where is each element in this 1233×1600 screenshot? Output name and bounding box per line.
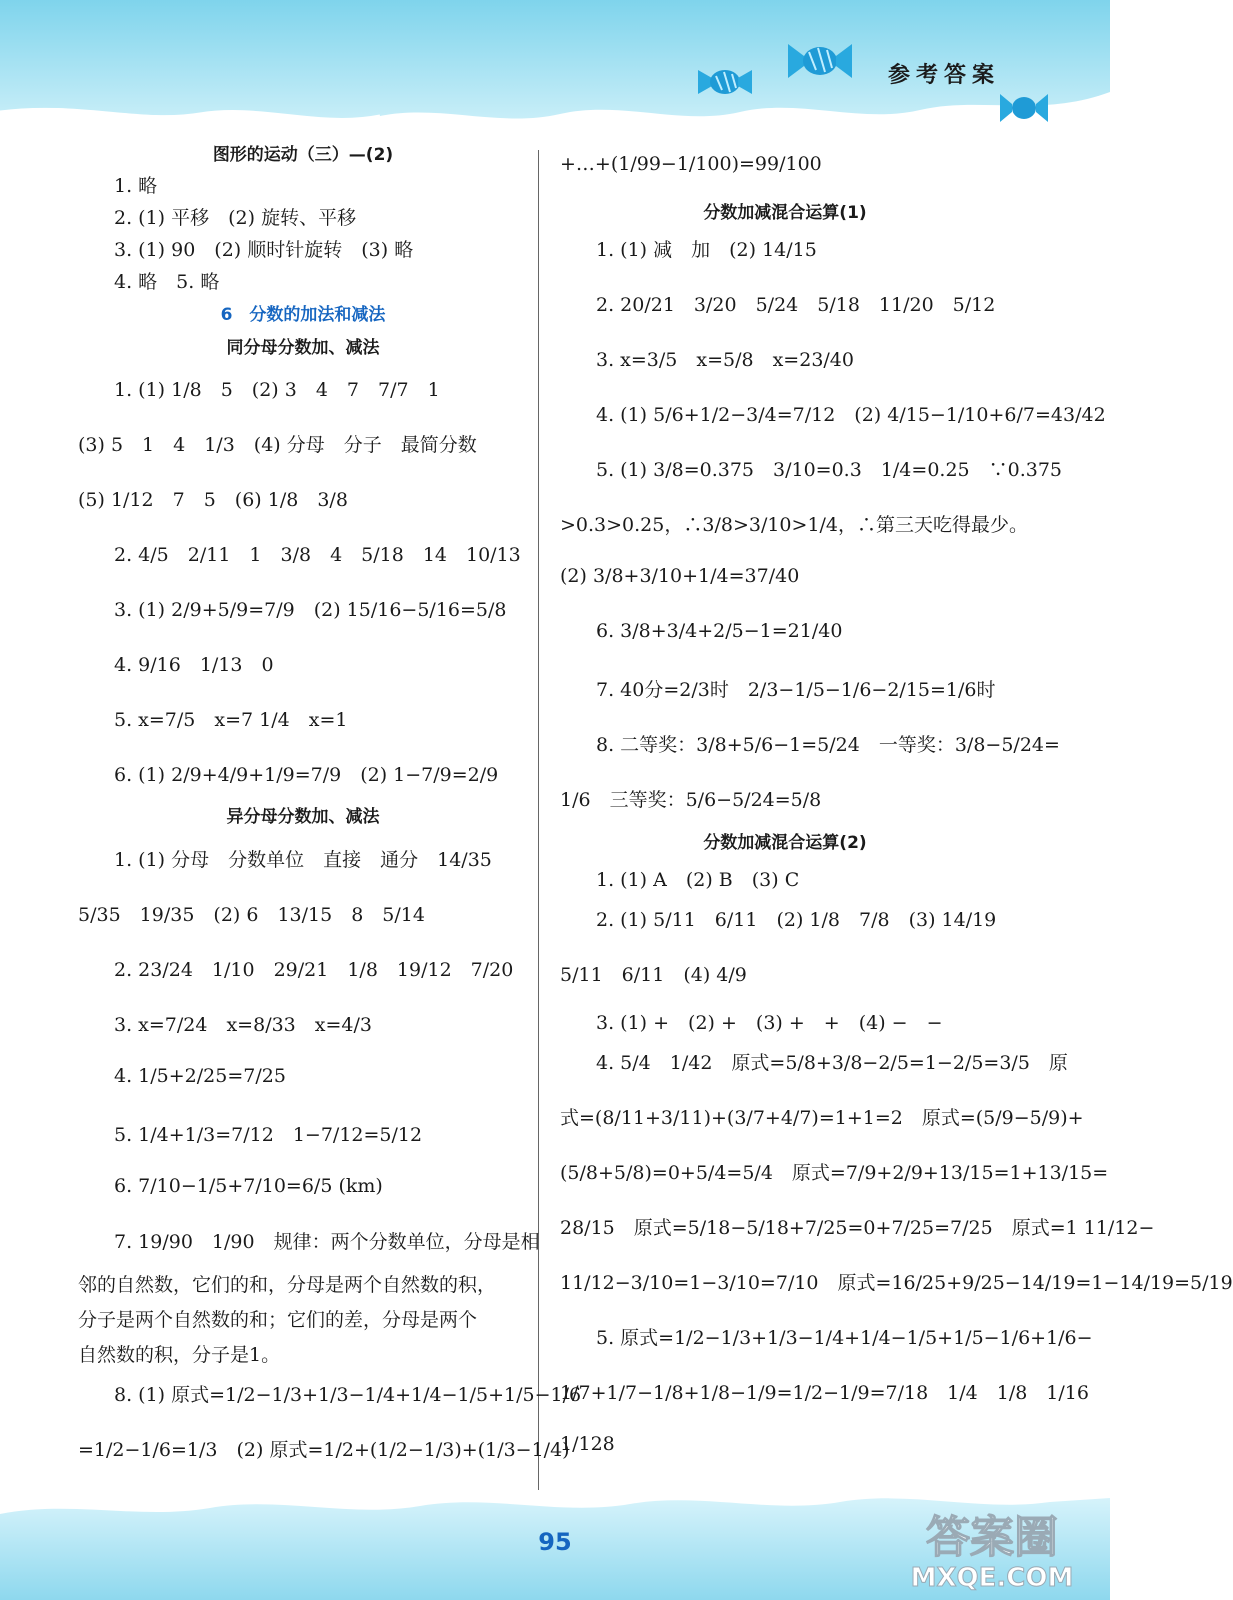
answer-line: 11/12−3/10=1−3/10=7/10 原式=16/25+9/25−14/19=1−14/19=5/19 bbox=[560, 1272, 1233, 1294]
answer-line: 1/128 bbox=[560, 1433, 615, 1455]
answer-line: 自然数的积，分子是1。 bbox=[78, 1344, 281, 1366]
answer-line: 3. (1) 2/9+5/9=7/9 (2) 15/16−5/16=5/8 bbox=[114, 599, 507, 621]
answer-line: 5/35 19/35 (2) 6 13/15 8 5/14 bbox=[78, 904, 425, 926]
svg-text:答案圈: 答案圈 bbox=[926, 1512, 1058, 1563]
answer-line: (3) 5 1 4 1/3 (4) 分母 分子 最简分数 bbox=[78, 434, 477, 456]
answer-line: 5. 原式=1/2−1/3+1/3−1/4+1/4−1/5+1/5−1/6+1/6− bbox=[596, 1327, 1093, 1349]
answer-line: 4. 5/4 1/42 原式=5/8+3/8−2/5=1−2/5=3/5 原 bbox=[596, 1052, 1068, 1074]
section-heading: 6 分数的加法和减法 bbox=[220, 305, 386, 325]
answer-line: 2. 20/21 3/20 5/24 5/18 11/20 5/12 bbox=[596, 294, 996, 316]
answer-line: 2. 4/5 2/11 1 3/8 4 5/18 14 10/13 bbox=[114, 544, 521, 566]
answer-line: 8. (1) 原式=1/2−1/3+1/3−1/4+1/4−1/5+1/5−1/6 bbox=[114, 1384, 582, 1406]
answer-line: 4. 9/16 1/13 0 bbox=[114, 654, 274, 676]
answer-line: (5/8+5/8)=0+5/4=5/4 原式=7/9+2/9+13/15=1+13/15= bbox=[560, 1162, 1109, 1184]
answer-line: 1. (1) 分母 分数单位 直接 通分 14/35 bbox=[114, 849, 492, 871]
candy-icon bbox=[690, 62, 760, 102]
answer-line: (2) 3/8+3/10+1/4=37/40 bbox=[560, 565, 800, 587]
answer-line: 3. (1) 90 (2) 顺时针旋转 (3) 略 bbox=[114, 239, 414, 261]
candy-icon bbox=[780, 38, 860, 84]
answer-line: 1/7+1/7−1/8+1/8−1/9=1/2−1/9=7/18 1/4 1/8 1/16 bbox=[560, 1382, 1089, 1404]
answer-line: +…+(1/99−1/100)=99/100 bbox=[560, 153, 822, 175]
page-number: 95 bbox=[538, 1528, 572, 1556]
answer-line: 3. x=7/24 x=8/33 x=4/3 bbox=[114, 1014, 372, 1036]
answer-line: >0.3>0.25，∴3/8>3/10>1/4，∴第三天吃得最少。 bbox=[560, 514, 1029, 536]
svg-text:MXQE.COM: MXQE.COM bbox=[910, 1563, 1074, 1593]
answer-line: 5. (1) 3/8=0.375 3/10=0.3 1/4=0.25 ∵0.375 bbox=[596, 459, 1063, 481]
answer-line: 6. 3/8+3/4+2/5−1=21/40 bbox=[596, 620, 843, 642]
answer-line: 6. 7/10−1/5+7/10=6/5 (km) bbox=[114, 1175, 383, 1197]
answer-line: 2. (1) 5/11 6/11 (2) 1/8 7/8 (3) 14/19 bbox=[596, 909, 997, 931]
section-heading: 分数加减混合运算(1) bbox=[703, 203, 867, 223]
section-heading: 同分母分数加、减法 bbox=[226, 338, 380, 358]
answer-line: 5/11 6/11 (4) 4/9 bbox=[560, 964, 747, 986]
answer-line: =1/2−1/6=1/3 (2) 原式=1/2+(1/2−1/3)+(1/3−1/4) bbox=[78, 1439, 570, 1461]
answer-line: 分子是两个自然数的和；它们的差，分母是两个 bbox=[78, 1309, 478, 1331]
answer-line: 2. (1) 平移 (2) 旋转、平移 bbox=[114, 207, 357, 229]
section-heading: 分数加减混合运算(2) bbox=[703, 833, 867, 853]
answer-line: 8. 二等奖：3/8+5/6−1=5/24 一等奖：3/8−5/24= bbox=[596, 734, 1060, 756]
candy-icon bbox=[996, 88, 1052, 128]
answer-line: 6. (1) 2/9+4/9+1/9=7/9 (2) 1−7/9=2/9 bbox=[114, 764, 499, 786]
answer-line: 3. (1) + (2) + (3) + + (4) − − bbox=[596, 1012, 943, 1034]
answer-line: 1. (1) 减 加 (2) 14/15 bbox=[596, 239, 817, 261]
answer-line: 1. (1) 1/8 5 (2) 3 4 7 7/7 1 bbox=[114, 379, 440, 401]
answer-line: 式=(8/11+3/11)+(3/7+4/7)=1+1=2 原式=(5/9−5/9)+ bbox=[560, 1107, 1084, 1129]
answer-line: (5) 1/12 7 5 (6) 1/8 3/8 bbox=[78, 489, 348, 511]
answer-line: 5. 1/4+1/3=7/12 1−7/12=5/12 bbox=[114, 1124, 423, 1146]
answer-line: 2. 23/24 1/10 29/21 1/8 19/12 7/20 bbox=[114, 959, 514, 981]
section-heading: 异分母分数加、减法 bbox=[226, 807, 380, 827]
answer-line: 28/15 原式=5/18−5/18+7/25=0+7/25=7/25 原式=1 11/12− bbox=[560, 1217, 1155, 1239]
answer-line: 5. x=7/5 x=7 1/4 x=1 bbox=[114, 709, 348, 731]
answer-line: 4. 1/5+2/25=7/25 bbox=[114, 1065, 286, 1087]
section-heading: 图形的运动（三）—(2) bbox=[212, 145, 394, 165]
watermark-logo-icon bbox=[892, 1500, 1092, 1592]
answer-line: 4. (1) 5/6+1/2−3/4=7/12 (2) 4/15−1/10+6/7=43/42 bbox=[596, 404, 1106, 426]
answer-line: 1/6 三等奖：5/6−5/24=5/8 bbox=[560, 789, 822, 811]
answer-line: 1. (1) A (2) B (3) C bbox=[596, 869, 800, 891]
answer-line: 1. 略 bbox=[114, 175, 158, 197]
answer-line: 7. 19/90 1/90 规律：两个分数单位，分母是相 bbox=[114, 1231, 540, 1253]
column-divider bbox=[538, 150, 539, 1490]
header-title: 参考答案 bbox=[887, 63, 1000, 88]
answer-line: 邻的自然数，它们的和，分母是两个自然数的积， bbox=[78, 1274, 497, 1296]
answer-line: 7. 40分=2/3时 2/3−1/5−1/6−2/15=1/6时 bbox=[596, 679, 996, 701]
answer-line: 4. 略 5. 略 bbox=[114, 271, 220, 293]
answer-line: 3. x=3/5 x=5/8 x=23/40 bbox=[596, 349, 854, 371]
